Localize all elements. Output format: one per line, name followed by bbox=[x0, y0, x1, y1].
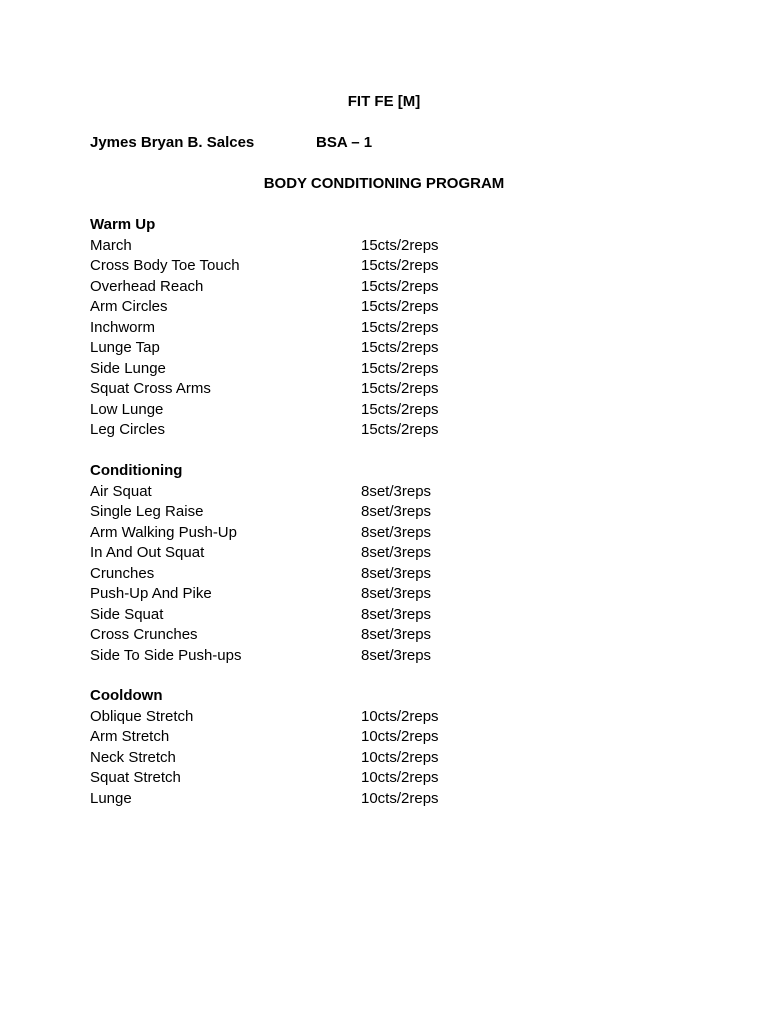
exercise-row bbox=[90, 646, 690, 667]
exercise-row bbox=[90, 256, 690, 277]
exercise-dose: 15cts/2reps bbox=[361, 318, 439, 336]
exercise-name: Inchworm bbox=[90, 318, 156, 336]
exercise-name: Side Lunge bbox=[90, 359, 166, 377]
exercise-row bbox=[90, 420, 690, 441]
exercise-dose: 15cts/2reps bbox=[361, 421, 439, 438]
exercise-name: Lunge bbox=[90, 789, 132, 807]
section-cooldown bbox=[90, 686, 690, 809]
exercise-name: Side To Side Push-ups bbox=[90, 646, 242, 664]
student-name: Jymes Bryan B. Salces bbox=[90, 134, 255, 151]
exercise-dose: 10cts/2reps bbox=[361, 789, 439, 807]
exercise-name: Push-Up And Pike bbox=[90, 585, 212, 602]
exercise-row bbox=[90, 707, 690, 728]
exercise-dose: 8set/3reps bbox=[361, 503, 432, 520]
exercise-name: Crunches bbox=[90, 564, 155, 582]
exercise-dose: 8set/3reps bbox=[361, 585, 432, 602]
exercise-row bbox=[90, 359, 690, 380]
section-heading: Warm Up bbox=[90, 216, 156, 233]
exercise-name: Leg Circles bbox=[90, 421, 166, 438]
exercise-name: In And Out Squat bbox=[90, 544, 205, 561]
exercise-row bbox=[90, 584, 690, 605]
exercise-row bbox=[90, 727, 690, 748]
exercise-dose: 10cts/2reps bbox=[361, 769, 439, 786]
exercise-row bbox=[90, 789, 690, 810]
exercise-row bbox=[90, 543, 690, 564]
exercise-dose: 8set/3reps bbox=[361, 544, 432, 561]
exercise-row bbox=[90, 277, 690, 298]
exercise-row bbox=[90, 748, 690, 769]
section-heading: Cooldown bbox=[90, 687, 163, 704]
exercise-dose: 15cts/2reps bbox=[361, 339, 439, 356]
exercise-dose: 15cts/2reps bbox=[361, 257, 439, 274]
section-conditioning bbox=[90, 461, 690, 666]
exercise-name: Overhead Reach bbox=[90, 277, 204, 295]
exercise-dose: 8set/3reps bbox=[361, 523, 432, 541]
section-heading: Conditioning bbox=[90, 462, 183, 479]
exercise-row bbox=[90, 236, 690, 257]
exercise-row bbox=[90, 523, 690, 544]
exercise-row bbox=[90, 400, 690, 421]
exercise-name: Oblique Stretch bbox=[90, 707, 194, 725]
exercise-row bbox=[90, 625, 690, 646]
exercise-name: Squat Cross Arms bbox=[90, 380, 211, 397]
exercise-name: Air Squat bbox=[90, 482, 152, 500]
exercise-dose: 15cts/2reps bbox=[361, 359, 439, 377]
exercise-row bbox=[90, 379, 690, 400]
exercise-row bbox=[90, 605, 690, 626]
exercise-dose: 15cts/2reps bbox=[361, 380, 439, 397]
exercise-dose: 8set/3reps bbox=[361, 605, 432, 623]
exercise-dose: 15cts/2reps bbox=[361, 400, 439, 418]
exercise-row bbox=[90, 482, 690, 503]
exercise-name: Low Lunge bbox=[90, 400, 164, 418]
exercise-dose: 15cts/2reps bbox=[361, 298, 439, 315]
exercise-dose: 15cts/2reps bbox=[361, 277, 439, 295]
exercise-name: Neck Stretch bbox=[90, 748, 176, 766]
exercise-row bbox=[90, 502, 690, 523]
exercise-dose: 8set/3reps bbox=[361, 646, 432, 664]
exercise-name: Cross Body Toe Touch bbox=[90, 257, 240, 274]
exercise-row bbox=[90, 564, 690, 585]
exercise-dose: 10cts/2reps bbox=[361, 748, 439, 766]
exercise-name: March bbox=[90, 236, 132, 254]
exercise-dose: 10cts/2reps bbox=[361, 728, 439, 745]
exercise-name: Arm Stretch bbox=[90, 728, 170, 745]
exercise-row bbox=[90, 297, 690, 318]
exercise-row bbox=[90, 318, 690, 339]
exercise-row bbox=[90, 768, 690, 789]
exercise-dose: 15cts/2reps bbox=[361, 236, 439, 254]
exercise-dose: 8set/3reps bbox=[361, 482, 432, 500]
exercise-dose: 8set/3reps bbox=[361, 564, 432, 582]
exercise-name: Squat Stretch bbox=[90, 769, 181, 786]
section-warm-up bbox=[90, 215, 690, 441]
exercise-dose: 8set/3reps bbox=[361, 626, 432, 643]
exercise-name: Single Leg Raise bbox=[90, 503, 204, 520]
exercise-dose: 10cts/2reps bbox=[361, 707, 439, 725]
exercise-name: Arm Walking Push-Up bbox=[90, 523, 237, 541]
exercise-name: Cross Crunches bbox=[90, 626, 198, 643]
student-section: BSA – 1 bbox=[316, 134, 373, 151]
course-title: FIT FE [M] bbox=[347, 93, 421, 110]
exercise-name: Arm Circles bbox=[90, 298, 168, 315]
exercise-name: Lunge Tap bbox=[90, 339, 160, 356]
exercise-name: Side Squat bbox=[90, 605, 164, 623]
exercise-row bbox=[90, 338, 690, 359]
program-title: BODY CONDITIONING PROGRAM bbox=[263, 175, 505, 192]
